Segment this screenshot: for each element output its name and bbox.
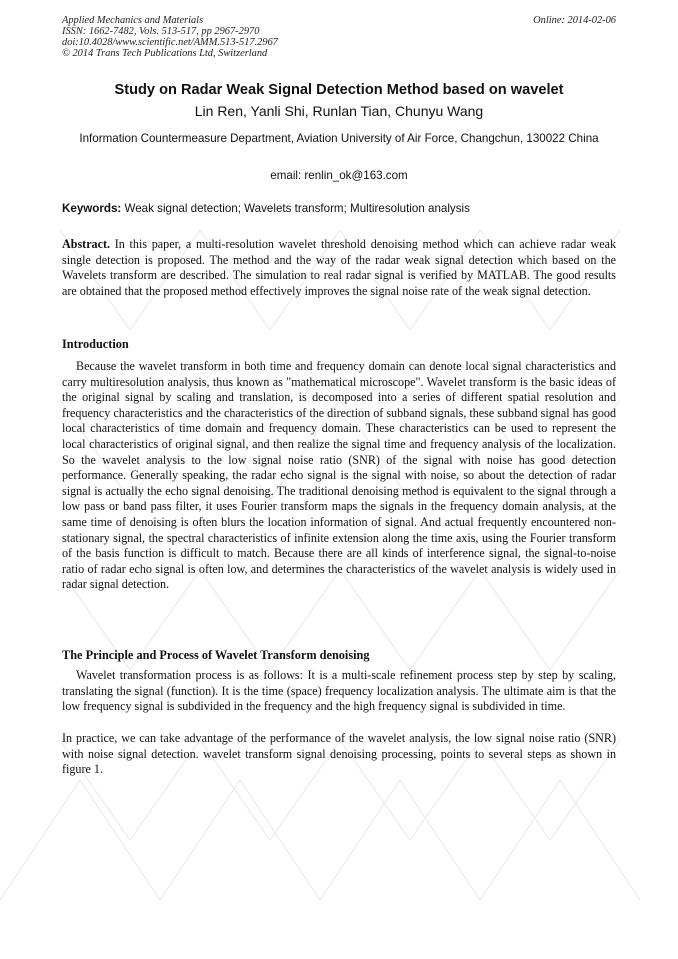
journal-name: Applied Mechanics and Materials <box>62 15 204 26</box>
journal-header <box>62 15 422 59</box>
abstract <box>62 237 616 299</box>
doi-line: doi:10.4028/www.scientific.net/AMM.513-517.2967 <box>62 37 278 48</box>
introduction-heading: Introduction <box>62 337 129 351</box>
principle-heading: The Principle and Process of Wavelet Transform denoising <box>62 648 370 662</box>
abstract-label: Abstract. <box>62 237 111 251</box>
paper-title: Study on Radar Weak Signal Detection Method based on wavelet <box>114 82 564 98</box>
principle-paragraph-2: In practice, we can take advantage of the performance of the wavelet analysis, the low signal noise ratio (SNR) with noise signal detection. wavelet transform signal denoising processing, points to several steps as shown in figure 1. <box>62 731 616 777</box>
keywords-text: Weak signal detection; Wavelets transform; Multiresolution analysis <box>121 202 470 215</box>
abstract-text: In this paper, a multi-resolution wavelet threshold denoising method which can achieve radar weak single detection is proposed. The method and the way of the radar weak signal detection which based on the Wavelets transform are described. The simulation to real radar signal is verified by MATLAB. The good results are obtained that the proposed method effectively improves the signal noise rate of the weak signal detection. <box>62 237 616 298</box>
copyright-line: © 2014 Trans Tech Publications Ltd, Switzerland <box>62 48 268 59</box>
introduction-paragraph: Because the wavelet transform in both time and frequency domain can denote local signal characteristics and carry multiresolution analysis, thus known as "mathematical microscope". Wavelet transform is the basic ideas of the original signal by scaling and translation, is decomposed into a series of different spatial resolution and frequency characteristics and the characteristics of the direction of subband signals, these subband signal has good local characteristics of time domain and frequency domain. These characteristics can be used to represent the local characteristics of original signal, and then realize the signal time and frequency analysis of the localization. So the wavelet analysis to the low signal noise ratio (SNR) of the signal with noise has good detection performance. Generally speaking, the radar echo signal is the signal with noise, so about the detection of radar signal is actually the echo signal denoising. The traditional denoising method is equivalent to the signal through a low pass or band pass filter, it uses Fourier transform maps the signals in the frequency domain analysis, at the same time of denoising is often blurs the location information of signal. And actual frequently encountered non-stationary signal, the spectral characteristics of infinite extension along the time axis, using the Fourier transform of the basis function is difficult to match. Because there are all kinds of interference signal, the signal-to-noise ratio of radar echo signal is often low, and determines the characteristics of the wavelet analysis is widely used in radar signal detection. <box>62 359 616 592</box>
principle-paragraph-1: Wavelet transformation process is as follows: It is a multi-scale refinement process step by step by scaling, translating the signal (function). It is the time (space) frequency localization analysis. The ultimate aim is that the low frequency signal is subdivided in the frequency and the high frequency signal is subdivided in time. <box>62 668 616 714</box>
online-date: Online: 2014-02-06 <box>533 15 616 26</box>
affiliation: Information Countermeasure Department, Aviation University of Air Force, Changchun, 130022 China <box>79 132 599 145</box>
author-email: email: renlin_ok@163.com <box>270 169 408 182</box>
keywords <box>62 202 616 215</box>
issn-line: ISSN: 1662-7482, Vols. 513-517, pp 2967-2970 <box>62 26 260 37</box>
keywords-label: Keywords: <box>62 202 122 215</box>
author-list: Lin Ren, Yanli Shi, Runlan Tian, Chunyu Wang <box>194 103 484 119</box>
